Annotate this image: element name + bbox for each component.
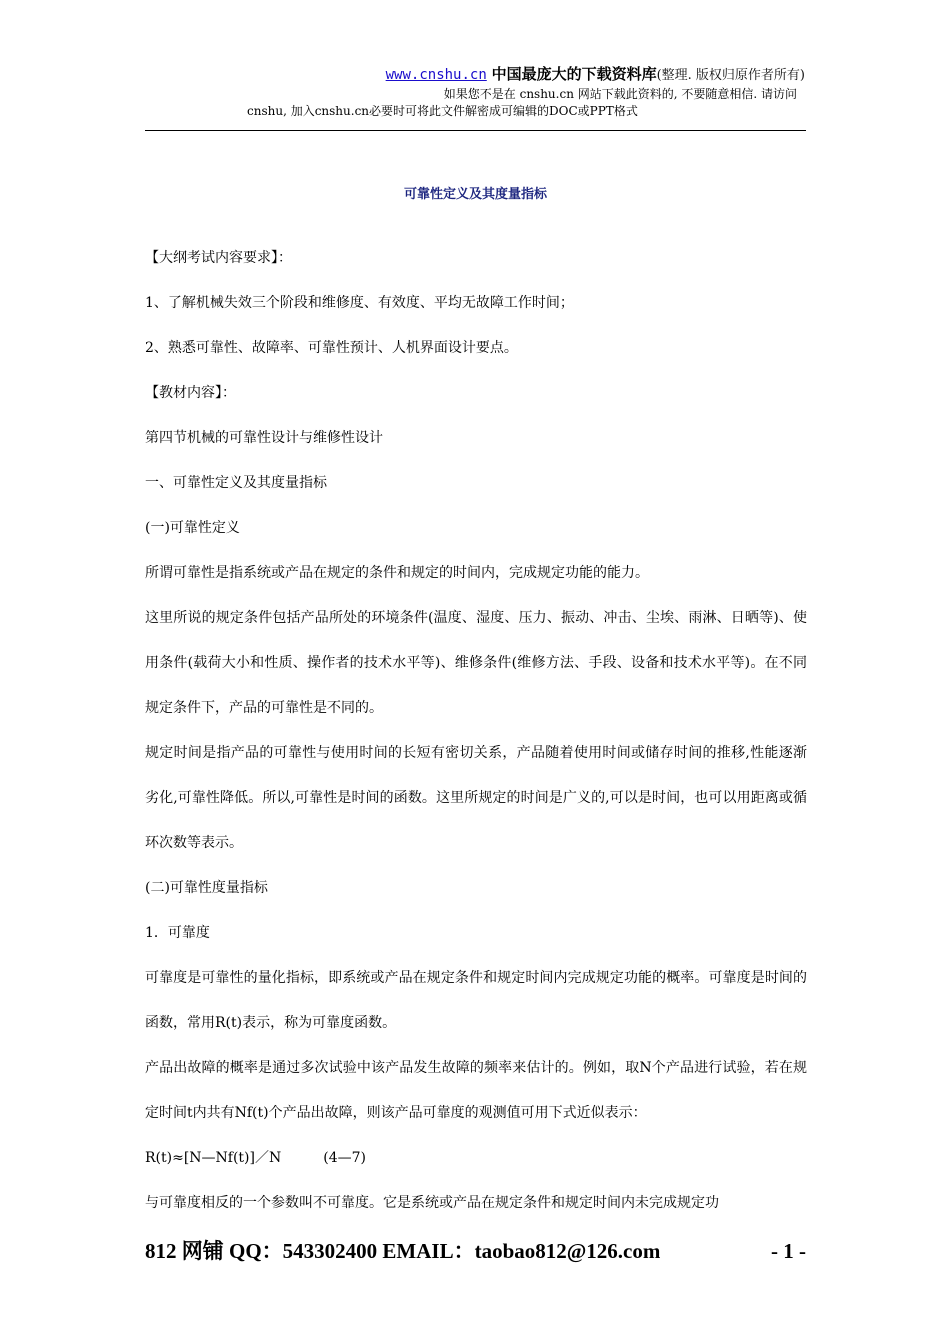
syllabus-item-1: 1、了解机械失效三个阶段和维修度、有效度、平均无故障工作时间； <box>145 295 574 311</box>
formula-line: R(t)≈[N—Nf(t)]／N (4—7) <box>145 1150 366 1166</box>
document-body <box>145 236 807 1226</box>
site-link[interactable]: www.cnshu.cn <box>385 67 487 83</box>
page-header <box>145 64 805 120</box>
header-divider <box>145 130 806 131</box>
footer-contact: 812 网铺 QQ：543302400 EMAIL：taobao812@126.com <box>145 1239 661 1263</box>
metrics-heading: (二)可靠性度量指标 <box>145 880 268 896</box>
conditions-paragraph: 这里所说的规定条件包括产品所处的环境条件(温度、湿度、压力、振动、冲击、尘埃、雨淋、日晒等)、使用条件(载荷大小和性质、操作者的技术水平等)、维修条件(维修方法、手段、设备和技术水平等)。在不同规定条件下，产品的可靠性是不同的。 <box>145 610 807 716</box>
time-paragraph: 规定时间是指产品的可靠性与使用时间的长短有密切关系，产品随着使用时间或储存时间的推移,性能逐渐劣化,可靠性降低。所以,可靠性是时间的函数。这里所规定的时间是广义的,可以是时间，也可以用距离或循环次数等表示。 <box>145 745 807 851</box>
subsection-heading: 一、可靠性定义及其度量指标 <box>145 475 327 491</box>
page-number: - 1 - <box>771 1239 806 1263</box>
unreliability-paragraph: 与可靠度相反的一个参数叫不可靠度。它是系统或产品在规定条件和规定时间内未完成规定功 <box>145 1195 719 1211</box>
textbook-heading: 【教材内容】： <box>145 385 236 401</box>
section-heading: 第四节机械的可靠性设计与维修性设计 <box>145 430 383 446</box>
header-line-1 <box>145 64 805 86</box>
syllabus-heading: 【大纲考试内容要求】： <box>145 250 292 266</box>
reliability-heading: 1．可靠度 <box>145 925 210 941</box>
site-tagline: 中国最庞大的下载资料库 <box>491 65 657 83</box>
reliability-paragraph: 可靠度是可靠性的量化指标，即系统或产品在规定条件和规定时间内完成规定功能的概率。可靠度是时间的函数，常用R(t)表示，称为可靠度函数。 <box>145 970 807 1031</box>
failure-probability-paragraph: 产品出故障的概率是通过多次试验中该产品发生故障的频率来估计的。例如，取N个产品进行试验，若在规定时间t内共有Nf(t)个产品出故障，则该产品可靠度的观测值可用下式近似表示： <box>145 1060 807 1121</box>
document-title: 可靠性定义及其度量指标 <box>403 187 547 202</box>
header-line-3: cnshu, 加入cnshu.cn必要时可将此文件解密成可编辑的DOC或PPT格式 <box>247 104 638 118</box>
syllabus-item-2: 2、熟悉可靠性、故障率、可靠性预计、人机界面设计要点。 <box>145 340 518 356</box>
definition-paragraph: 所谓可靠性是指系统或产品在规定的条件和规定的时间内，完成规定功能的能力。 <box>145 565 649 581</box>
page-footer <box>145 1236 806 1266</box>
definition-heading: (一)可靠性定义 <box>145 520 240 536</box>
site-note: (整理. 版权归原作者所有) <box>656 68 805 83</box>
header-line-2: 如果您不是在 cnshu.cn 网站下载此资料的, 不要随意相信. 请访问 <box>443 87 797 101</box>
